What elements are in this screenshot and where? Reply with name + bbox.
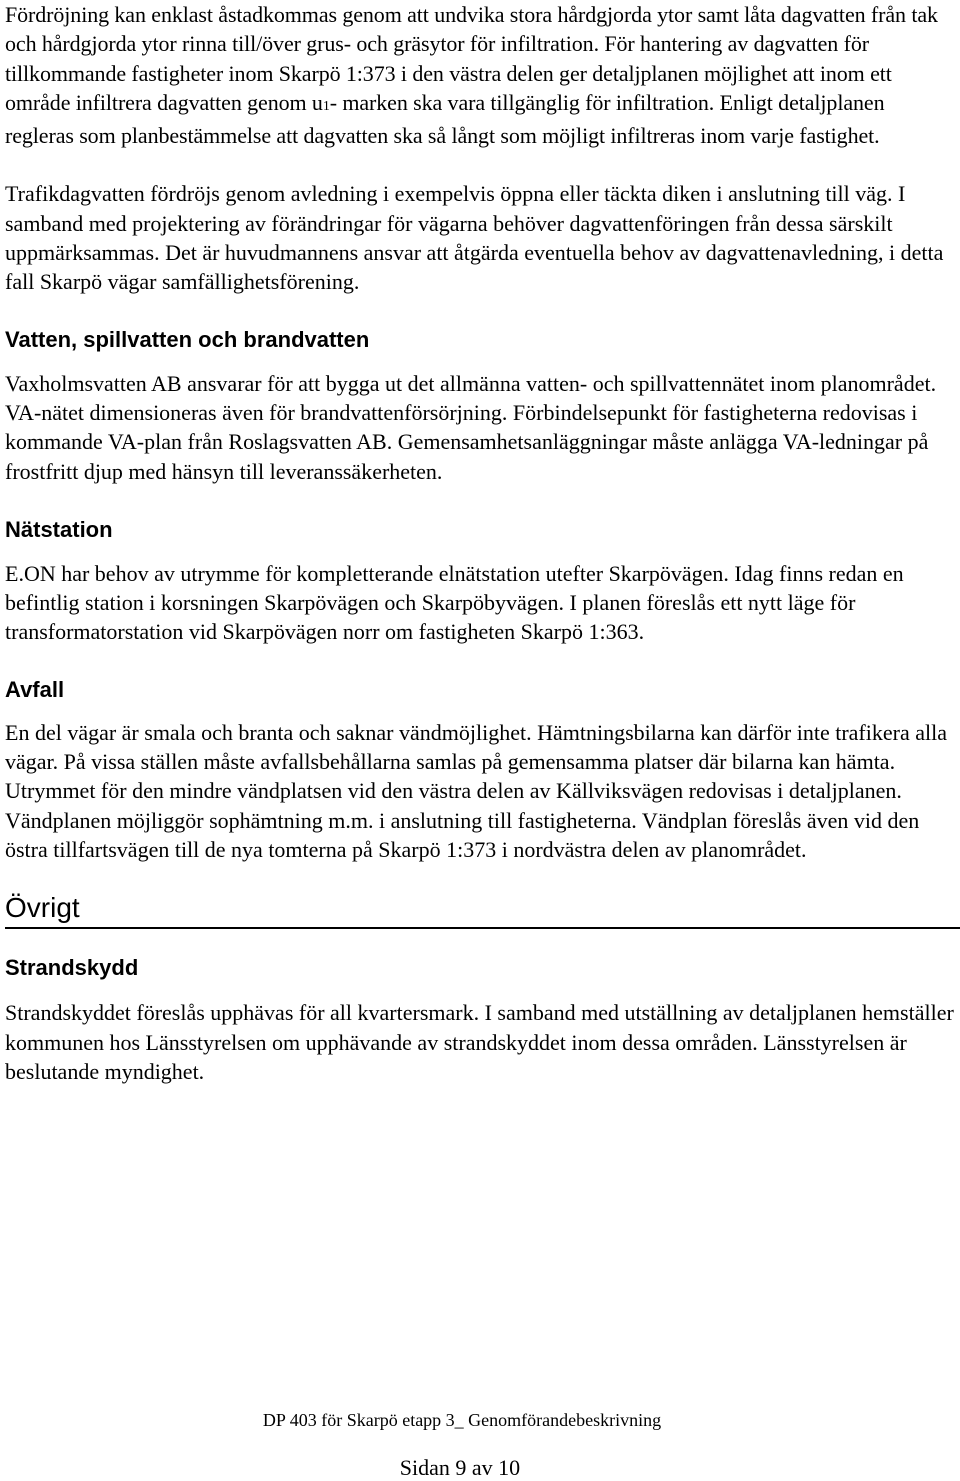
footer-page-number: Sidan 9 av 10 [399, 1455, 521, 1480]
heading-natstation: Nätstation [5, 516, 113, 542]
document-page [5, 0, 957, 1086]
heading-strandskydd: Strandskydd [5, 955, 139, 981]
paragraph-avfall: En del vägar är smala och branta och saknar vändmöjlighet. Hämtningsbilarna kan därför inte trafikera alla vägar. På vissa ställen måste avfallsbehållarna samlas på gemensamma platser där bilarna kan hämta. Utrymmet för den mindre vändplatsen vid den västra delen av Källviksvägen redovisas i detaljplanen. Vändplanen möjliggör sophämtning m.m. i anslutning till fastigheterna. Vändplan föreslås även vid den östra tillfartsvägen till de nya tomterna på Skarpö 1:373 i nordvästra delen av planområdet. [5, 719, 947, 862]
paragraph-dagvatten-infiltration [5, 0, 957, 150]
heading-vatten: Vatten, spillvatten och brandvatten [5, 326, 370, 352]
heading-avfall: Avfall [5, 676, 65, 702]
heading-ovrigt: Övrigt [5, 891, 960, 929]
paragraph-strandskydd: Strandskyddet föreslås upphävas för all kvartersmark. I samband med utställning av detaljplanen hemställer kommunen hos Länsstyrelsen om upphävande av strandskyddet inom dessa områden. Länsstyrelsen är beslutande myndighet. [5, 1000, 954, 1084]
text-segment: - marken ska vara tillgänglig för infiltration. Enligt detaljplanen regleras som planbestämmelse att dagvatten ska så långt som möjligt infiltreras inom varje fastighet. [5, 89, 885, 149]
subscript: 1 [322, 98, 330, 114]
paragraph-trafikdagvatten: Trafikdagvatten fördröjs genom avledning i exempelvis öppna eller täckta diken i anslutning till väg. I samband med projektering av förändringar för vägarna behöver dagvattenföringen från dessa särskilt uppmärksammas. Det är huvudmannens ansvar att åtgärda eventuella behov av dagvattenavledning, i detta fall Skarpö vägar samfällighetsförening. [5, 181, 944, 295]
text-segment: Fördröjning kan enklast åstadkommas genom att undvika stora hårdgjorda ytor samt låta dagvatten från tak och hårdgjorda ytor rinna till/över grus- och gräsytor för infiltration. För hantering av dagvatten för tillkommande fastigheter inom Skarpö 1:373 i den västra delen ger detaljplanen möjlighet att inom ett område infiltrera dagvatten genom u [5, 2, 938, 115]
footer-document-title: DP 403 för Skarpö etapp 3_ Genomförandebeskrivning [262, 1410, 662, 1430]
paragraph-vatten: Vaxholmsvatten AB ansvarar för att bygga ut det allmänna vatten- och spillvattennätet inom planområdet. VA-nätet dimensioneras även för brandvattenförsörjning. Förbindelsepunkt för fastigheterna redovisas i kommande VA-plan från Roslagsvatten AB. Gemensamhetsanläggningar måste anlägga VA-ledningar på frostfritt djup med hänsyn till leveranssäkerheten. [5, 370, 937, 484]
paragraph-natstation: E.ON har behov av utrymme för kompletterande elnätstation utefter Skarpövägen. Idag finns redan en befintlig station i korsningen Skarpövägen och Skarpöbyvägen. I planen föreslås ett nytt läge för transformatorstation vid Skarpövägen norr om fastigheten Skarpö 1:363. [5, 560, 904, 645]
